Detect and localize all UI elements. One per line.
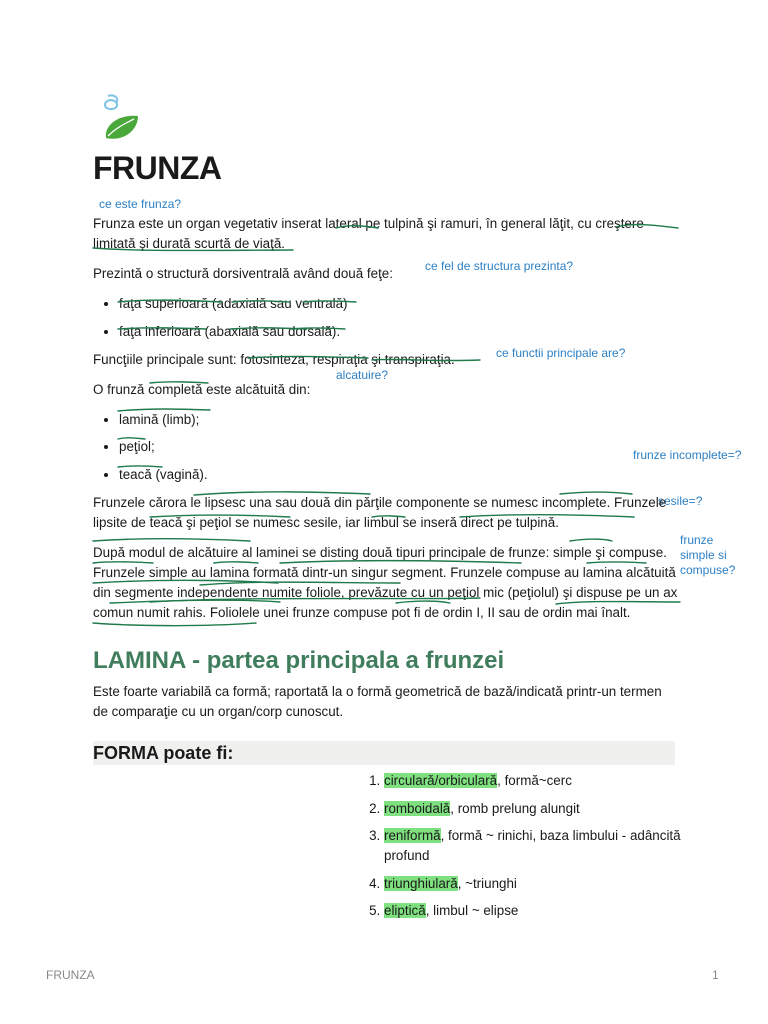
main-content bbox=[93, 214, 683, 633]
list-item: 5. eliptică, limbul ~ elipse bbox=[384, 901, 714, 921]
note-simple-line3: compuse? bbox=[680, 563, 736, 577]
forma-heading-bar bbox=[93, 741, 675, 765]
list-item: • faţa superioară (adaxială sau ventrală) bbox=[119, 294, 683, 314]
note-simple-line1: frunze bbox=[680, 533, 714, 547]
highlighted-term: romboidală bbox=[384, 800, 451, 816]
note-functii: ce functii principale are? bbox=[496, 346, 626, 360]
note-alcatuire: alcatuire? bbox=[336, 368, 389, 382]
paragraph-lamina: Este foarte variabilă ca formă; raportată la o formă geometrică de bază/indicată printr-un termen de comparaţie cu un organ/corp cunoscut. bbox=[93, 684, 662, 719]
paragraph-incomplete: Frunzele cărora le lipsesc una sau două din părţile componente se numesc incomplete. Frunzele lipsite de teacă şi peţiol se numesc sesile, iar limbul se inseră direct pe tulpină. bbox=[93, 494, 667, 530]
page-title: FRUNZA bbox=[93, 150, 222, 186]
note-ce-este: ce este frunza? bbox=[99, 197, 182, 211]
list-item: • faţa inferioară (abaxială sau dorsală). bbox=[119, 322, 683, 342]
paragraph-complete: O frunză completă este alcătuită din: bbox=[93, 381, 311, 397]
logo bbox=[98, 94, 142, 142]
note-structura: ce fel de structura prezinta? bbox=[425, 259, 574, 273]
list-item: • teacă (vagină). bbox=[119, 465, 683, 485]
list-fete bbox=[93, 294, 683, 342]
page-number: 1 bbox=[712, 968, 719, 982]
list-parti bbox=[93, 410, 683, 485]
footer-title: FRUNZA bbox=[46, 968, 95, 982]
highlighted-term: triunghiulară bbox=[384, 875, 458, 891]
list-item: • lamină (limb); bbox=[119, 410, 683, 430]
list-item: 4. triunghiulară, ~triunghi bbox=[384, 874, 714, 894]
list-item: • peţiol; bbox=[119, 437, 683, 457]
list-item: 1. circulară/orbiculară, formă~cerc bbox=[384, 771, 714, 791]
note-sesile: sesile=? bbox=[658, 494, 703, 508]
highlighted-term: reniformă bbox=[384, 828, 441, 843]
paragraph-types: După modul de alcătuire al laminei se disting două tipuri principale de frunze: simple şi compuse. Frunzele simple au lamina formată dintr-un singur segment. Frunzele compuse au lamina alcătuită din segmente independente numite foliole, prevăzute cu un peţiol mic (peţiolul) şi dispuse pe un ax comun numit rahis. Foliolele unei frunze compuse pot fi de ordin I, II sau de ordin mai înalt. bbox=[93, 544, 678, 620]
note-simple-compuse bbox=[680, 533, 735, 578]
section-heading-lamina: LAMINA - partea principala a frunzei bbox=[93, 647, 505, 674]
section-heading-forma: FORMA poate fi: bbox=[93, 743, 234, 763]
leaf-icon bbox=[98, 94, 142, 142]
paragraph-definition: Frunza este un organ vegetativ inserat lateral pe tulpină şi ramuri, în general lăţit, cu creştere limitată şi durată scurtă de viaţă. bbox=[93, 216, 644, 251]
paragraph-structure: Prezintă o structură dorsiventrală având două feţe: bbox=[93, 266, 393, 281]
note-incomplete: frunze incomplete=? bbox=[633, 448, 742, 462]
highlighted-term: circulară/orbiculară bbox=[384, 773, 498, 788]
list-item: 3. reniformă, formă ~ rinichi, baza limbului - adâncită profund bbox=[384, 826, 714, 866]
list-item: 2. romboidală, romb prelung alungit bbox=[384, 799, 714, 819]
forma-list bbox=[346, 771, 714, 929]
highlighted-term: eliptică bbox=[384, 903, 426, 918]
paragraph-functions: Funcţiile principale sunt: fotosinteza, respiraţia şi transpiraţia. bbox=[93, 351, 455, 367]
note-simple-line2: simple si bbox=[680, 548, 727, 562]
